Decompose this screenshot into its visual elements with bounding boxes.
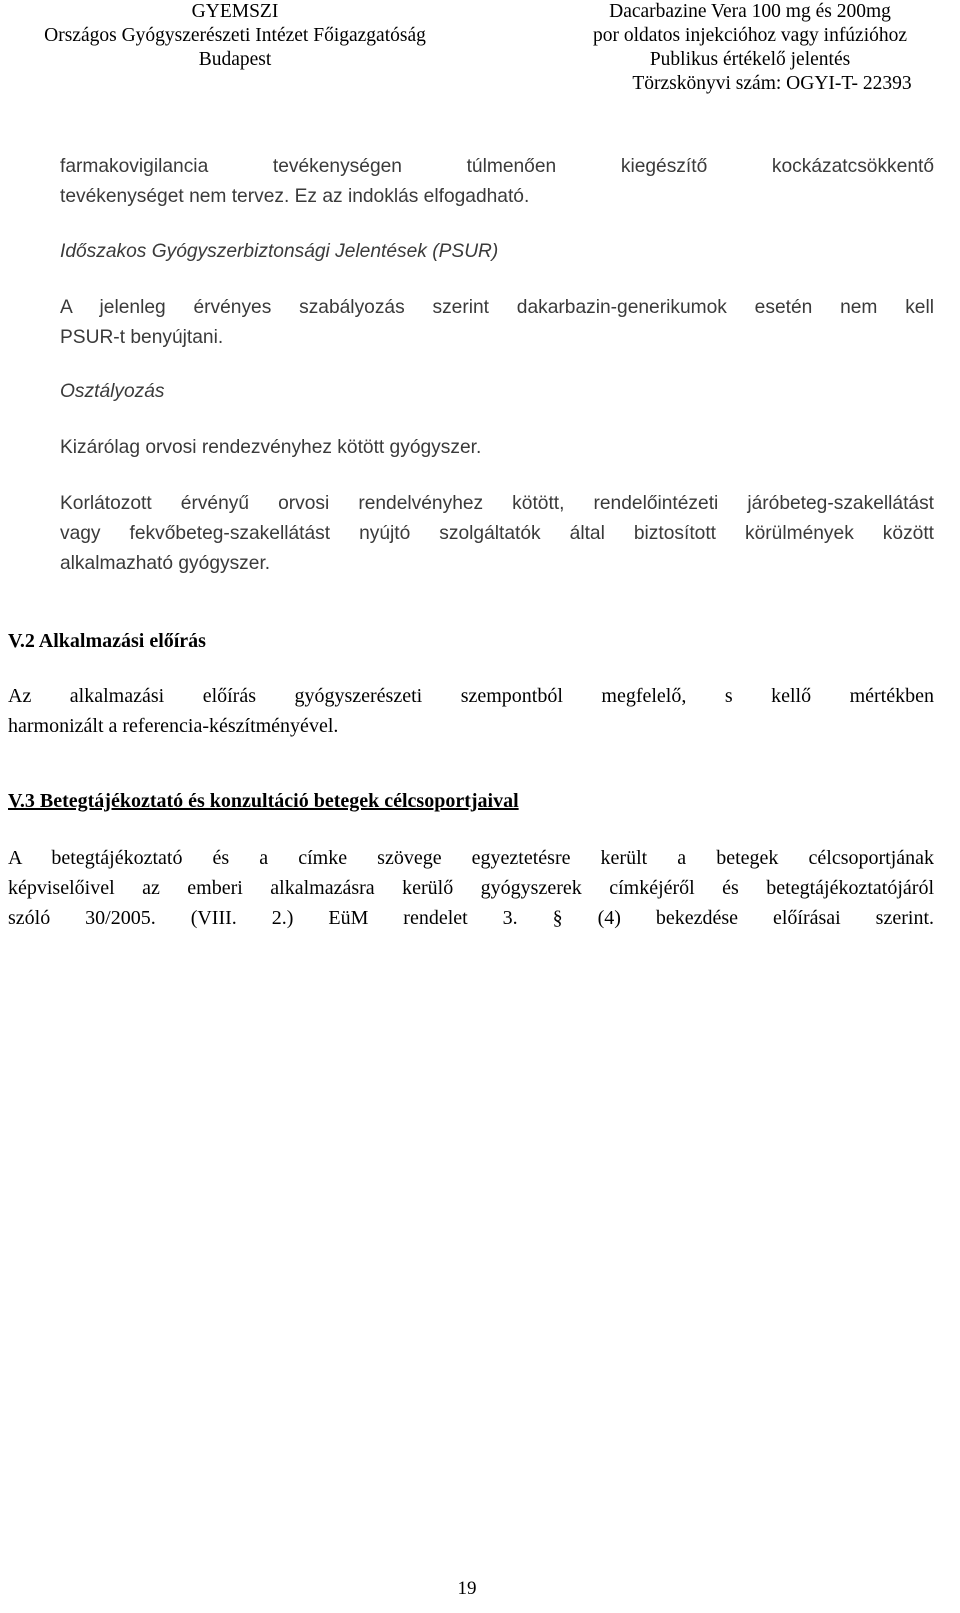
paragraph-classification: Kizárólag orvosi rendezvényhez kötött gyógyszer. [60, 437, 482, 458]
agency-city: Budapest [198, 49, 272, 70]
text-line: Az alkalmazási előírás gyógyszerészeti szempontból megfelelő, s kellő mértékben [8, 685, 934, 707]
paragraph-spc [8, 681, 934, 741]
header-left [0, 0, 470, 72]
psur-heading: Időszakos Gyógyszerbiztonsági Jelentések (PSUR) [60, 241, 499, 262]
text-line: vagy fekvőbeteg-szakellátást nyújtó szolgáltatók által biztosított körülmények között [60, 523, 934, 544]
paragraph-leaflet [8, 843, 934, 933]
registration-number: Törzskönyvi szám: OGYI-T- 22393 [632, 73, 912, 94]
text-line: szóló 30/2005. (VIII. 2.) EüM rendelet 3. § (4) bekezdése előírásai szerint. [8, 907, 934, 929]
text-line: tevékenységet nem tervez. Ez az indoklás elfogadható. [60, 186, 530, 207]
classification-heading: Osztályozás [60, 381, 165, 402]
text-line: A jelenleg érvényes szabályozás szerint dakarbazin-generikumok esetén nem kell [60, 297, 934, 318]
paragraph-restricted [60, 489, 934, 579]
text-line: PSUR-t benyújtani. [60, 327, 224, 348]
section-v2-heading: V.2 Alkalmazási előírás [8, 630, 206, 652]
text-line: alkalmazható gyógyszer. [60, 553, 271, 574]
text-line: harmonizált a referencia-készítményével. [8, 715, 339, 737]
agency-name: GYEMSZI [191, 1, 279, 22]
report-type: Publikus értékelő jelentés [649, 49, 851, 70]
text-line: A betegtájékoztató és a címke szövege egyeztetésre került a betegek célcsoportjának [8, 847, 934, 869]
text-line: farmakovigilancia tevékenységen túlmenően kiegészítő kockázatcsökkentő [60, 156, 934, 177]
header-right [570, 0, 930, 96]
product-name: Dacarbazine Vera 100 mg és 200mg [609, 1, 891, 22]
agency-full-name: Országos Gyógyszerészeti Intézet Főigazgatóság [44, 25, 426, 46]
page-number: 19 [457, 1578, 477, 1599]
text-line: Korlátozott érvényű orvosi rendelvényhez kötött, rendelőintézeti járóbeteg-szakellátást [60, 493, 934, 514]
paragraph-psur [60, 293, 934, 353]
paragraph-pharmacovigilance [60, 152, 934, 212]
product-form: por oldatos injekcióhoz vagy infúzióhoz [592, 25, 908, 46]
text-line: képviselőivel az emberi alkalmazásra kerülő gyógyszerek címkéjéről és betegtájékoztatójáról [8, 877, 934, 899]
section-v3-heading: V.3 Betegtájékoztató és konzultáció betegek célcsoportjaival [8, 790, 519, 812]
